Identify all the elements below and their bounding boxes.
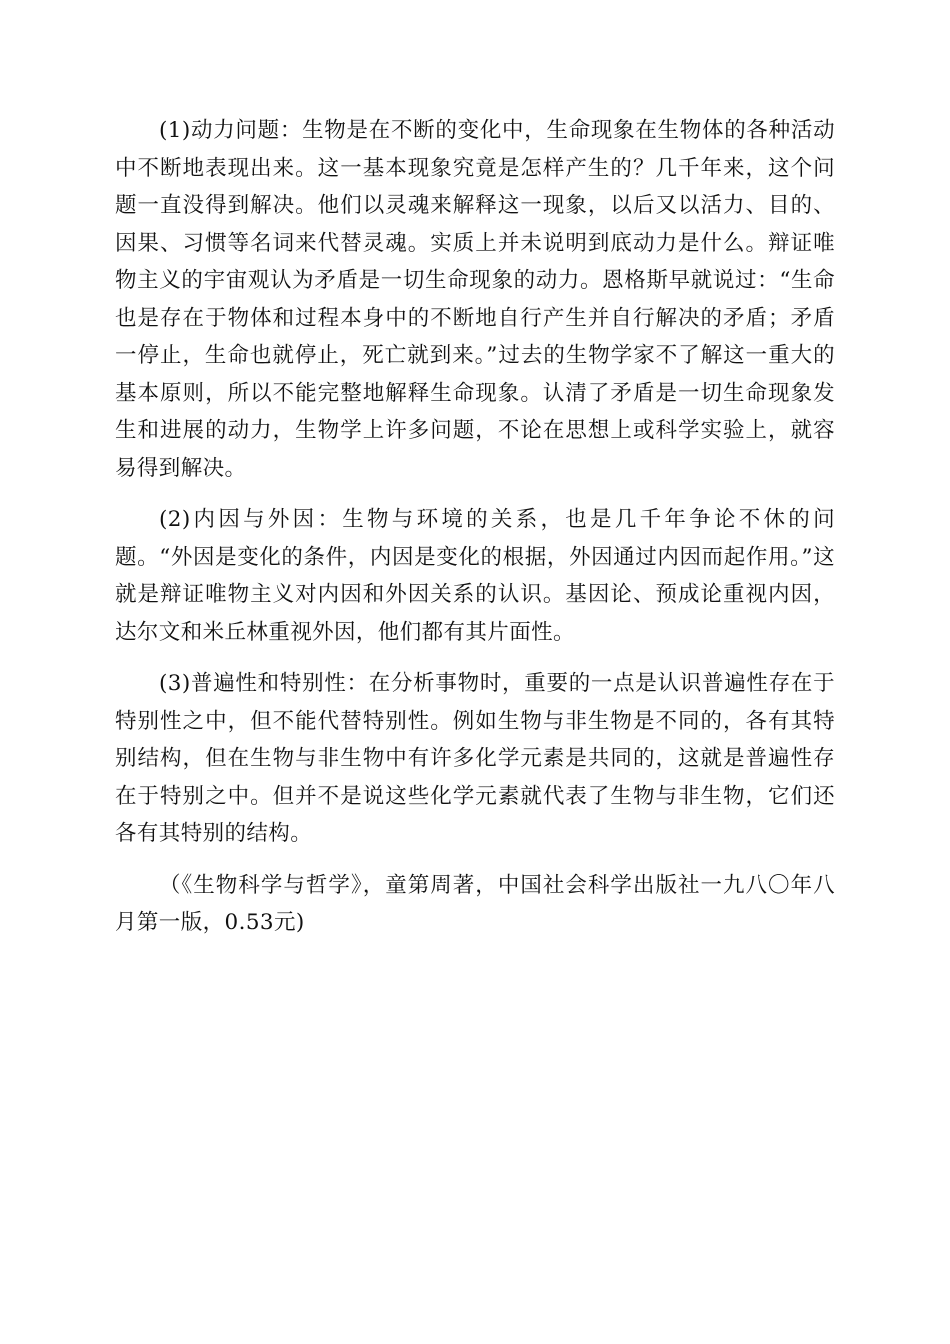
document-body (115, 112, 835, 956)
paragraph-internal-external-causes: (2)内因与外因：生物与环境的关系，也是几千年争论不休的问题。“外因是变化的条件，内因是变化的根据，外因通过内因而起作用。”这就是辩证唯物主义对内因和外因关系的认识。基因论、预成论重视内因，达尔文和米丘林重视外因，他们都有其片面性。 (115, 507, 835, 645)
paragraph-universality-particularity: (3)普遍性和特别性：在分析事物时，重要的一点是认识普遍性存在于特别性之中，但不能代替特别性。例如生物与非生物是不同的，各有其特别结构，但在生物与非生物中有许多化学元素是共同的，这就是普遍性存在于特别之中。但并不是说这些化学元素就代表了生物与非生物，它们还各有其特别的结构。 (115, 671, 835, 846)
paragraph-motive-force: (1)动力问题：生物是在不断的变化中，生命现象在生物体的各种活动中不断地表现出来。这一基本现象究竟是怎样产生的？几千年来，这个问题一直没得到解决。他们以灵魂来解释这一现象，以后又以活力、目的、因果、习惯等名词来代替灵魂。实质上并未说明到底动力是什么。辩证唯物主义的宇宙观认为矛盾是一切生命现象的动力。恩格斯早就说过：“生命也是存在于物体和过程本身中的不断地自行产生并自行解决的矛盾；矛盾一停止，生命也就停止，死亡就到来。”过去的生物学家不了解这一重大的基本原则，所以不能完整地解释生命现象。认清了矛盾是一切生命现象发生和进展的动力，生物学上许多问题，不论在思想上或科学实验上，就容易得到解决。 (115, 118, 835, 481)
source-citation: （《生物科学与哲学》，童第周著，中国社会科学出版社一九八〇年八月第一版，0.53元) (115, 872, 835, 935)
